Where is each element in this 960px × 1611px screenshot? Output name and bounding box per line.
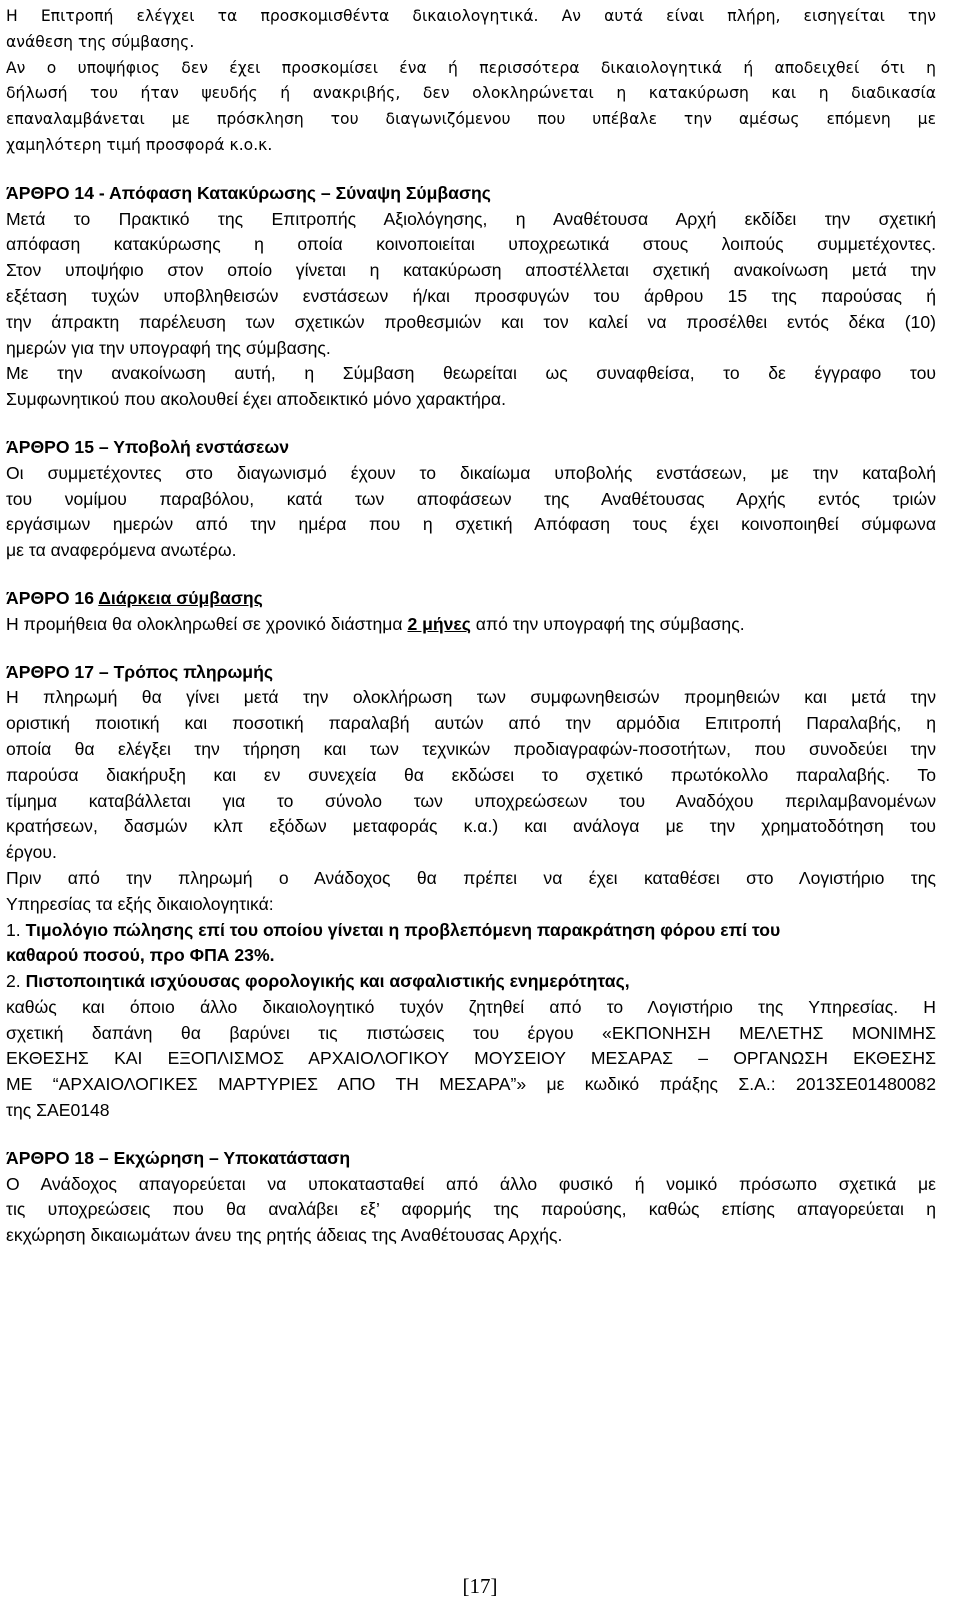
text-line	[6, 612, 936, 638]
text-line: της ΣΑΕ0148	[6, 1100, 110, 1121]
text-line: με τα αναφερόμενα ανωτέρω.	[6, 540, 237, 561]
text-line: εκχώρηση δικαιωμάτων άνευ της ρητής άδειας της Αναθέτουσας Αρχής.	[6, 1225, 563, 1246]
page-number: [17]	[462, 1574, 498, 1598]
text-segment: από την υπογραφή της σύμβασης.	[470, 613, 745, 634]
list-number: 2.	[6, 971, 26, 992]
list-item	[6, 969, 936, 995]
text-line: ανάθεση της σύμβασης.	[6, 32, 195, 51]
text-line: Στον υποψήφιο στον οποίο γίνεται η κατακύρωση αποστέλλεται σχετική ανακοίνωση μετά την	[6, 260, 936, 281]
list-item-continuation: καθαρού ποσού, προ ΦΠΑ 23%.	[6, 945, 275, 966]
text-segment: Η προμήθεια θα ολοκληρωθεί σε χρονικό διάστημα	[6, 613, 408, 634]
text-line: τις υποχρεώσεις που θα αναλάβει εξ’ αφορμής της παρούσης, καθώς επίσης απαγορεύεται η	[6, 1199, 936, 1220]
text-line: Υπηρεσίας τα εξής δικαιολογητικά:	[6, 893, 274, 914]
text-line: εξέταση τυχών υποβληθεισών ενστάσεων ή/και προσφυγών του άρθρου 15 της παρούσας ή	[6, 285, 936, 306]
text-line: Πριν από την πληρωμή ο Ανάδοχος θα πρέπει να έχει καταθέσει στο Λογιστήριο της	[6, 867, 936, 888]
article-heading: ΆΡΘΡΟ 18 – Εκχώρηση – Υποκατάσταση	[6, 1147, 351, 1168]
intro-paragraph	[6, 4, 936, 159]
article-17	[6, 660, 936, 1124]
text-line: Η πληρωμή θα γίνει μετά την ολοκλήρωση των συμφωνηθεισών προμηθειών και μετά την	[6, 687, 936, 708]
document-page	[6, 4, 936, 1249]
text-line: τίμημα καταβάλλεται για το σύνολο των υποχρεώσεων του Αναδόχου περιλαμβανομένων	[6, 790, 936, 811]
text-line: Αν ο υποψήφιος δεν έχει προσκομίσει ένα ή περισσότερα δικαιολογητικά ή αποδειχθεί ότι η	[6, 58, 936, 77]
article-heading	[6, 586, 936, 612]
text-line: έργου.	[6, 842, 57, 863]
text-line: κρατήσεων, δασμών κλπ εξόδων μεταφοράς κ.α.) και ανάλογα με την χρηματοδότηση του	[6, 816, 936, 837]
text-line: επαναλαμβάνεται με πρόσκληση του διαγωνιζόμενου που υπέβαλε την αμέσως επόμενη με	[6, 110, 936, 129]
article-16	[6, 586, 936, 638]
text-line: την άπρακτη παρέλευση των σχετικών προθεσμιών και τον καλεί να προσέλθει εντός δέκα (10)	[6, 311, 936, 332]
text-line: χαμηλότερη τιμή προσφορά κ.ο.κ.	[6, 135, 273, 154]
article-heading: ΆΡΘΡΟ 14 - Απόφαση Κατακύρωσης – Σύναψη Σύμβασης	[6, 182, 491, 203]
text-line: απόφαση κατακύρωσης η οποία κοινοποιείται υποχρεωτικά στους λοιπούς συμμετέχοντες.	[6, 234, 936, 255]
article-heading: ΆΡΘΡΟ 15 – Υποβολή ενστάσεων	[6, 436, 289, 457]
text-line: οποία θα ελέγξει την τήρηση και των τεχνικών προδιαγραφών-ποσοτήτων, που συνοδεύει την	[6, 738, 936, 759]
text-line: Ο Ανάδοχος απαγορεύεται να υποκατασταθεί από άλλο φυσικό ή νομικό πρόσωπο σχετικά με	[6, 1173, 936, 1194]
article-14	[6, 181, 936, 413]
text-line: ημερών για την υπογραφή της σύμβασης.	[6, 337, 331, 358]
text-line: εργάσιμων ημερών από την ημέρα που η σχετική Απόφαση τους έχει κοινοποιηθεί σύμφωνα	[6, 514, 936, 535]
text-line: δήλωσή του ήταν ψευδής ή ανακριβής, δεν ολοκληρώνεται η κατακύρωση και η διαδικασία	[6, 84, 936, 103]
list-number: 1.	[6, 919, 26, 940]
text-line: καθώς και όποιο άλλο δικαιολογητικό τυχόν ζητηθεί από το Λογιστήριο της Υπηρεσίας. Η	[6, 996, 936, 1017]
article-18	[6, 1146, 936, 1249]
text-line: Η Επιτροπή ελέγχει τα προσκομισθέντα δικαιολογητικά. Αν αυτά είναι πλήρη, εισηγείται την	[6, 7, 936, 25]
text-line: Συμφωνητικού που ακολουθεί έχει αποδεικτικό μόνο χαρακτήρα.	[6, 389, 506, 410]
article-number: ΆΡΘΡΟ 16	[6, 587, 99, 608]
article-15	[6, 435, 936, 564]
text-line: Με την ανακοίνωση αυτή, η Σύμβαση θεωρείται ως συναφθείσα, το δε έγγραφο του	[6, 363, 936, 384]
article-heading: ΆΡΘΡΟ 17 – Τρόπος πληρωμής	[6, 661, 273, 682]
list-item-text: Πιστοποιητικά ισχύουσας φορολογικής και ασφαλιστικής ενημερότητας,	[25, 971, 630, 992]
list-item-text: Τιμολόγιο πώλησης επί του οποίου γίνεται η προβλεπόμενη παρακράτηση φόρου επί του	[25, 919, 781, 940]
text-line: σχετική δαπάνη θα βαρύνει τις πιστώσεις του έργου «ΕΚΠΟΝΗΣΗ ΜΕΛΕΤΗΣ ΜΟΝΙΜΗΣ	[6, 1022, 936, 1043]
duration-value: 2 μήνες	[407, 613, 471, 634]
text-line: οριστική ποιοτική και ποσοτική παραλαβή αυτών από την αρμόδια Επιτροπή Παραλαβής, η	[6, 713, 936, 734]
text-line: του νομίμου παραβόλου, κατά των αποφάσεων της Αναθέτουσας Αρχής εντός τριών	[6, 488, 936, 509]
text-line: Οι συμμετέχοντες στο διαγωνισμό έχουν το δικαίωμα υποβολής ενστάσεων, με την καταβολή	[6, 462, 936, 483]
text-line: ΕΚΘΕΣΗΣ ΚΑΙ ΕΞΟΠΛΙΣΜΟΣ ΑΡΧΑΙΟΛΟΓΙΚΟΥ ΜΟΥΣΕΙΟΥ ΜΕΣΑΡΑΣ – ΟΡΓΑΝΩΣΗ ΕΚΘΕΣΗΣ	[6, 1048, 936, 1069]
text-line: παρούσα διακήρυξη και εν συνεχεία θα εκδώσει το σχετικό πρωτόκολλο παραλαβής. Το	[6, 764, 936, 785]
text-line: Μετά το Πρακτικό της Επιτροπής Αξιολόγησης, η Αναθέτουσα Αρχή εκδίδει την σχετική	[6, 208, 936, 229]
article-title: Διάρκεια σύμβασης	[98, 587, 263, 608]
text-line: ΜΕ “ΑΡΧΑΙΟΛΟΓΙΚΕΣ ΜΑΡΤΥΡΙΕΣ ΑΠΟ ΤΗ ΜΕΣΑΡΑ”» με κωδικό πράξης Σ.Α.: 2013ΣΕ01480082	[6, 1074, 936, 1095]
list-item	[6, 918, 936, 944]
